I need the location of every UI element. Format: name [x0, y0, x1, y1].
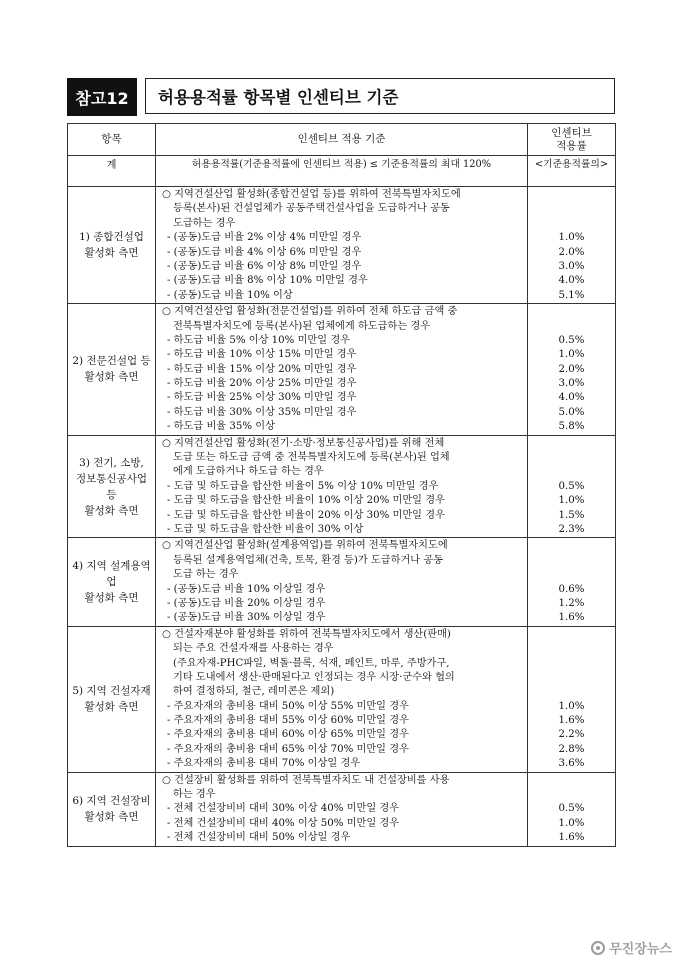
criteria-line: (주요자재-PHC파일, 벽돌·블록, 석재, 페인트, 마루, 주방가구, [173, 657, 450, 669]
incentive-row [68, 626, 616, 772]
incentive-row [68, 772, 616, 846]
rate-value: 1.0% [558, 232, 585, 244]
criteria-line: - 하도급 비율 35% 이상 [167, 421, 275, 433]
rate-value [528, 320, 615, 334]
criteria-line: - (공동)도급 비율 10% 이상일 경우 [167, 583, 326, 595]
table-header-row [68, 124, 616, 156]
row-category [68, 435, 156, 538]
category-line: 1) 종합건설업 [79, 231, 144, 244]
rate-value: 2.2% [558, 729, 585, 741]
watermark-text: 무진장뉴스 [609, 942, 672, 957]
summary-row [68, 156, 616, 187]
criteria-line: - 주요자재의 총비용 대비 70% 이상일 경우 [167, 758, 361, 770]
criteria-line: 기타 도내에서 생산·판매된다고 인정되는 경우 시장·군수와 협의 [173, 671, 455, 683]
criteria-line: 도급 하는 경우 [173, 569, 239, 581]
rate-value: 4.0% [558, 275, 585, 287]
rate-value [528, 774, 615, 788]
rate-value: 1.5% [558, 509, 585, 521]
criteria-line: - 하도급 비율 5% 이상 10% 미만일 경우 [167, 334, 351, 346]
rate-value [528, 465, 615, 479]
rate-value [528, 305, 615, 319]
incentive-row [68, 538, 616, 626]
incentive-table [67, 123, 616, 847]
rate-value: 1.6% [558, 612, 585, 624]
row-criteria [156, 304, 528, 436]
rate-value [528, 188, 615, 202]
summary-criteria: 허용용적률(기준용적률에 인센티브 적용) ≤ 기준용적률의 최대 120% [156, 156, 528, 187]
header-item: 항목 [68, 124, 156, 156]
header-rate [528, 124, 616, 156]
criteria-line: 도급하는 경우 [173, 217, 236, 229]
rate-value [528, 539, 615, 553]
rate-value: 5.8% [558, 421, 585, 433]
rate-value [528, 788, 615, 802]
summary-item: 계 [68, 156, 156, 187]
criteria-line: ○ 지역건설산업 활성화(전문건설업)를 위하여 전체 하도급 금액 중 [162, 306, 458, 318]
criteria-line: ○ 지역건설산업 활성화(설계용역업)를 위하여 전북특별자치도에 [162, 540, 448, 552]
criteria-line: - 하도급 비율 25% 이상 30% 미만일 경우 [167, 392, 357, 404]
rate-value: 0.5% [558, 480, 585, 492]
criteria-line: - (공동)도급 비율 8% 이상 10% 미만일 경우 [167, 275, 368, 287]
title-box [67, 78, 615, 116]
rate-value: 0.6% [558, 583, 585, 595]
criteria-line: - 전체 건설장비비 대비 40% 이상 50% 미만일 경우 [167, 817, 400, 829]
rate-value: 4.0% [558, 392, 585, 404]
reference-badge: 참고12 [67, 78, 137, 116]
criteria-line: - (공동)도급 비율 4% 이상 6% 미만일 경우 [167, 246, 362, 258]
incentive-row [68, 187, 616, 304]
criteria-line: - 주요자재의 총비용 대비 50% 이상 55% 미만일 경우 [167, 700, 409, 712]
rate-value [528, 628, 615, 642]
rate-value: 1.6% [558, 715, 585, 727]
criteria-line: - 도급 및 하도급을 합산한 비율이 30% 이상 [167, 523, 364, 535]
category-line: 5) 지역 건설자재 [72, 685, 151, 698]
row-criteria [156, 187, 528, 304]
criteria-line: - (공동)도급 비율 10% 이상 [167, 289, 293, 301]
category-line: 활성화 측면 [84, 701, 139, 714]
rate-value [528, 451, 615, 465]
criteria-line: - 도급 및 하도급을 합산한 비율이 10% 이상 20% 미만일 경우 [167, 495, 445, 507]
rate-value: 0.5% [558, 334, 585, 346]
header-rate-line: 인센티브 [551, 126, 592, 139]
row-criteria [156, 626, 528, 772]
criteria-line: - (공동)도급 비율 6% 이상 8% 미만일 경우 [167, 260, 362, 272]
criteria-line: - 주요자재의 총비용 대비 55% 이상 60% 미만일 경우 [167, 715, 409, 727]
category-line: 활성화 측면 [84, 247, 139, 260]
criteria-line: 도급 또는 하도급 금액 중 전북특별자치도에 등록(본사)된 업체 [173, 452, 450, 464]
rate-value: 2.0% [558, 363, 585, 375]
criteria-line: - 도급 및 하도급을 합산한 비율이 20% 이상 30% 미만일 경우 [167, 509, 445, 521]
category-line: 활성화 측면 [84, 811, 139, 824]
criteria-line: 하여 결정하되, 철근, 레미콘은 제외) [173, 686, 335, 698]
rate-value [528, 554, 615, 568]
watermark [591, 938, 672, 957]
logo-icon [591, 941, 605, 955]
rate-value: 1.0% [558, 495, 585, 507]
criteria-line: 등록된 설계용역업체(건축, 토목, 환경 등)가 도급하거나 공동 [173, 554, 444, 566]
category-line: 활성화 측면 [84, 592, 139, 605]
header-criteria: 인센티브 적용 기준 [156, 124, 528, 156]
rate-value [528, 642, 615, 656]
category-line: 정보통신공사업 등 [75, 472, 147, 501]
category-line: 활성화 측면 [84, 371, 139, 384]
rate-value: 1.0% [558, 349, 585, 361]
criteria-line: - 도급 및 하도급을 합산한 비율이 5% 이상 10% 미만일 경우 [167, 480, 439, 492]
criteria-line: - 하도급 비율 15% 이상 20% 미만일 경우 [167, 363, 357, 375]
rate-value: 0.5% [558, 803, 585, 815]
rate-value: 2.3% [558, 523, 585, 535]
criteria-line: - 전체 건설장비비 대비 50% 이상일 경우 [167, 832, 351, 844]
rate-value: 5.1% [558, 289, 585, 301]
rate-value [528, 568, 615, 582]
criteria-line: 등록(본사)된 건설업체가 공동주택건설사업을 도급하거나 공동 [173, 203, 450, 215]
page-title: 허용용적률 항목별 인센티브 기준 [145, 78, 615, 114]
category-line: 4) 지역 설계용역업 [72, 560, 151, 589]
header-rate-line: 적용률 [556, 139, 587, 152]
criteria-line: 되는 주요 건설자재를 사용하는 경우 [173, 643, 334, 655]
rate-value: 2.0% [558, 246, 585, 258]
row-rates [528, 304, 616, 436]
row-rates [528, 626, 616, 772]
criteria-line: - (공동)도급 비율 20% 이상일 경우 [167, 597, 326, 609]
row-category [68, 772, 156, 846]
criteria-line: 전북특별자치도에 등록(본사)된 업체에게 하도급하는 경우 [173, 320, 431, 332]
rate-value: 2.8% [558, 743, 585, 755]
criteria-line: 하는 경우 [173, 789, 216, 801]
incentive-row [68, 435, 616, 538]
criteria-line: ○ 지역건설산업 활성화(전기·소방·정보통신공사업)를 위해 전체 [162, 437, 445, 449]
category-line: 활성화 측면 [84, 504, 139, 517]
row-category [68, 626, 156, 772]
rate-value: 1.0% [558, 700, 585, 712]
criteria-line: ○ 건설자재분야 활성화를 위하여 전북특별자치도에서 생산(판매) [162, 628, 451, 640]
row-rates [528, 772, 616, 846]
incentive-row [68, 304, 616, 436]
rate-value: 1.2% [558, 597, 585, 609]
row-rates [528, 187, 616, 304]
category-line: 2) 전문건설업 등 [72, 355, 151, 368]
rate-value: 5.0% [558, 406, 585, 418]
criteria-line: - (공동)도급 비율 30% 이상일 경우 [167, 612, 326, 624]
row-category [68, 187, 156, 304]
rate-value [528, 202, 615, 216]
rate-value [528, 437, 615, 451]
summary-rate: <기준용적률의> [528, 156, 616, 187]
row-category [68, 538, 156, 626]
criteria-line: - 하도급 비율 10% 이상 15% 미만일 경우 [167, 349, 357, 361]
criteria-line: ○ 지역건설산업 활성화(종합건설업 등)를 위하여 전북특별자치도에 [162, 189, 461, 200]
row-category [68, 304, 156, 436]
criteria-line: - 전체 건설장비비 대비 30% 이상 40% 미만일 경우 [167, 803, 400, 815]
row-rates [528, 538, 616, 626]
rate-value [528, 657, 615, 671]
category-line: 6) 지역 건설장비 [72, 795, 151, 808]
rate-value: 3.0% [558, 378, 585, 390]
row-criteria [156, 772, 528, 846]
criteria-line: - 하도급 비율 20% 이상 25% 미만일 경우 [167, 378, 357, 390]
rate-value: 1.0% [558, 817, 585, 829]
rate-value: 3.6% [558, 758, 585, 770]
criteria-line: - (공동)도급 비율 2% 이상 4% 미만일 경우 [167, 232, 362, 244]
criteria-line: ○ 건설장비 활성화를 위하여 전북특별자치도 내 건설장비를 사용 [162, 774, 450, 786]
criteria-line: - 하도급 비율 30% 이상 35% 미만일 경우 [167, 406, 357, 418]
criteria-line: - 주요자재의 총비용 대비 65% 이상 70% 미만일 경우 [167, 743, 409, 755]
row-criteria [156, 538, 528, 626]
rate-value [528, 685, 615, 699]
row-rates [528, 435, 616, 538]
row-criteria [156, 435, 528, 538]
category-line: 3) 전기, 소방, [79, 456, 144, 469]
rate-value: 3.0% [558, 260, 585, 272]
rate-value [528, 671, 615, 685]
criteria-line: - 주요자재의 총비용 대비 60% 이상 65% 미만일 경우 [167, 729, 409, 741]
rate-value [528, 217, 615, 231]
criteria-line: 에게 도급하거나 하도급 하는 경우 [173, 466, 324, 478]
rate-value: 1.6% [558, 832, 585, 844]
